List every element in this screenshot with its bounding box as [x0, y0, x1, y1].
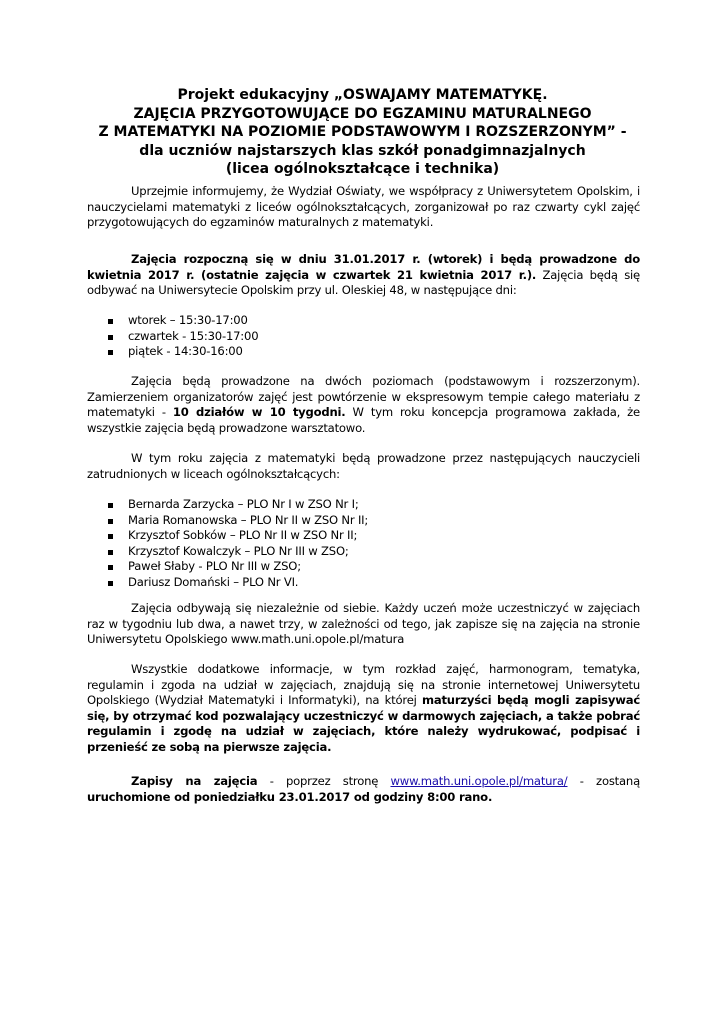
list-item: czwartek - 15:30-17:00 [108, 329, 258, 345]
title-line-1: Projekt edukacyjny „OSWAJAMY MATEMATYKĘ. [177, 87, 548, 103]
registration-label: Zapisy na zajęcia [131, 774, 258, 788]
levels-bold: 10 działów w 10 tygodni. [172, 405, 346, 420]
additional-text: Wszystkie dodatkowe informacje, w tym rozkład zajęć, harmonogram, tematyka, regulamin i zgoda na udział w zajęciach, znajdują się na stronie internetowej Uniwersytetu Opolskiego (Wydział Matematyki i Informatyki), na której [87, 662, 640, 708]
title-line-2: ZAJĘCIA PRZYGOTOWUJĄCE DO EGZAMINU MATURALNEGO [133, 105, 592, 122]
teachers-intro-paragraph: W tym roku zajęcia z matematyki będą prowadzone przez następujących nauczycieli zatrudnionych w liceach ogólnokształcących: [87, 451, 640, 481]
intro-paragraph: Uprzejmie informujemy, że Wydział Oświaty, we współpracy z Uniwersytetem Opolskim, i nauczycielami matematyki z liceów ogólnokształcących, zorganizował po raz czwarty cykl zajęć przygotowujących do egzaminów maturalnych z matematyki. [87, 184, 640, 230]
schedule-rest: Zajęcia będą się odbywać na Uniwersytecie Opolskim przy ul. Oleskiej 48, w następujące dni: [87, 267, 640, 298]
levels-text-1: Zajęcia będą prowadzone na dwóch poziomach (podstawowym i rozszerzonym). Zamierzeniem organizatorów zajęć jest powtórzenie w ekspresowym tempie całego materiału z matematyki - [87, 374, 640, 420]
list-item: Krzysztof Kowalczyk – PLO Nr III w ZSO; [108, 544, 368, 560]
registration-paragraph [87, 774, 640, 805]
additional-bold: maturzyści będą mogli zapisywać się, by otrzymać kod pozwalający uczestniczyć w darmowych zajęciach, a także pobrać regulamin i zgodę na udział w zajęciach, które należy wydrukować, podpisać i przenieść ze sobą na pierwsze zajęcia. [87, 693, 640, 754]
registration-text-1: - poprzez stronę [257, 774, 391, 788]
registration-text-2: - zostaną [567, 774, 640, 788]
title-line-5: (licea ogólnokształcące i technika) [225, 161, 500, 177]
title-line-3: Z MATEMATYKI NA POZIOMIE PODSTAWOWYM I ROZSZERZONYM” - [98, 124, 627, 140]
schedule-bold: Zajęcia rozpoczną się w dniu 31.01.2017 r. (wtorek) i będą prowadzone do kwietnia 2017 r. (ostatnie zajęcia w czwartek 21 kwietnia 2017 r.). [87, 252, 640, 282]
registration-link[interactable]: www.math.uni.opole.pl/matura/ [390, 774, 568, 788]
list-item: piątek - 14:30-16:00 [108, 344, 258, 360]
list-item: Dariusz Domański – PLO Nr VI. [108, 575, 368, 591]
independence-paragraph: Zajęcia odbywają się niezależnie od siebie. Każdy uczeń może uczestniczyć w zajęciach raz w tygodniu lub dwa, a nawet trzy, w zależności od tego, jak zapisze się na zajęcia na stronie Uniwersytetu Opolskiego www.math.uni.opole.pl/matura [87, 601, 640, 647]
title-line-4: dla uczniów najstarszych klas szkół ponadgimnazjalnych [139, 142, 586, 159]
document-title [80, 86, 645, 179]
days-list [108, 313, 258, 360]
levels-paragraph [87, 374, 640, 436]
list-item: Krzysztof Sobków – PLO Nr II w ZSO Nr II; [108, 528, 368, 544]
registration-bold: uruchomione od poniedziałku 23.01.2017 od godziny 8:00 rano. [87, 789, 493, 804]
list-item: Bernarda Zarzycka – PLO Nr I w ZSO Nr I; [108, 497, 368, 513]
levels-text-2: W tym roku koncepcja programowa zakłada, że wszystkie zajęcia będą prowadzone warsztatowo. [87, 405, 640, 435]
schedule-paragraph [87, 252, 640, 299]
list-item: Paweł Słaby - PLO Nr III w ZSO; [108, 559, 368, 575]
teachers-list [108, 497, 368, 591]
list-item: Maria Romanowska – PLO Nr II w ZSO Nr II; [108, 513, 368, 529]
additional-info-paragraph [87, 662, 640, 756]
list-item: wtorek – 15:30-17:00 [108, 313, 258, 329]
